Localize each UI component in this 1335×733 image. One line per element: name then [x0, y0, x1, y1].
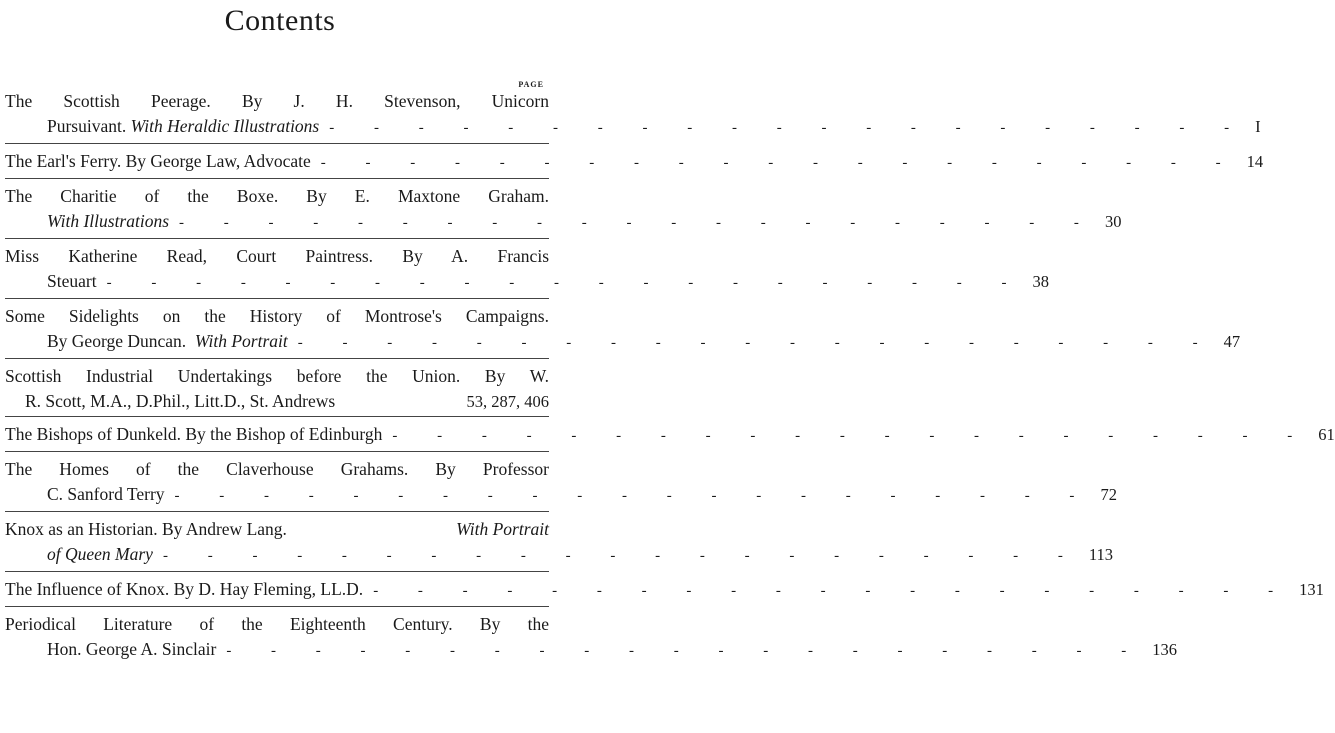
contents-entry [5, 184, 1122, 239]
page-number: 72 [1100, 485, 1117, 504]
entry-continuation [5, 269, 1049, 296]
contents-entry [5, 457, 1117, 512]
dot-leader: - - - - - - - - - - - - - - - - - - - - - [179, 215, 1097, 231]
entry-text: Steuart [47, 271, 97, 291]
entry-continuation [5, 482, 1117, 509]
entry-title [5, 149, 1264, 176]
page-number: 38 [1032, 272, 1049, 291]
entry-continuation [5, 329, 1241, 356]
dot-leader: - - - - - - - - - - - - - - - - - - - - - [329, 120, 1248, 136]
dot-leader: - - - - - - - - - - - - - - - - - - - - - [373, 583, 1292, 599]
dot-leader: - - - - - - - - - - - - - - - - - - - - - [392, 428, 1311, 444]
entry-title: Miss Katherine Read, Court Paintress. By A. Francis [5, 246, 549, 266]
entry-italic-text: With Portrait [194, 331, 288, 351]
entry-text: By George Duncan. [47, 331, 187, 351]
entry-title [5, 422, 1335, 449]
dot-leader: - - - - - - - - - - - - - - - - - - - - - [226, 643, 1145, 659]
contents-entry [5, 304, 1241, 359]
page-number: 136 [1152, 640, 1177, 659]
contents-entry [5, 422, 1335, 452]
dot-leader: - - - - - - - - - - - - - - - - - - - - - [162, 548, 1081, 564]
contents-entry [5, 612, 1177, 666]
page-number: 61 [1318, 425, 1335, 444]
entry-title: Periodical Literature of the Eighteenth Century. By the [5, 614, 549, 634]
dot-leader: - - - - - - - - - - - - - - - - - - - - - [174, 488, 1093, 504]
entry-italic-text: With Illustrations [47, 211, 170, 231]
contents-list [5, 89, 1335, 671]
entry-italic-text: With Heraldic Illustrations [130, 116, 320, 136]
entry-title: Scottish Industrial Undertakings before the Union. By W. [5, 366, 549, 386]
entry-text: The Influence of Knox. By D. Hay Fleming, LL.D. [5, 579, 364, 599]
page-number: 131 [1299, 580, 1324, 599]
page-column-label: PAGE [518, 80, 544, 89]
entry-continuation [5, 542, 1113, 569]
page-number: 53, 287, 406 [466, 392, 549, 411]
contents-entry [5, 364, 549, 417]
entry-italic-text: of Queen Mary [47, 544, 153, 564]
entry-title [5, 517, 549, 542]
contents-entry [5, 89, 1261, 144]
entry-text: C. Sanford Terry [47, 484, 165, 504]
contents-entry [5, 244, 1049, 299]
entry-continuation [5, 209, 1122, 236]
dot-leader: - - - - - - - - - - - - - - - - - - - - - [320, 155, 1239, 171]
entry-text: The Earl's Ferry. By George Law, Advocate [5, 151, 311, 171]
contents-entry [5, 577, 1324, 607]
entry-text: R. Scott, M.A., D.Phil., Litt.D., St. Andrews [25, 391, 336, 411]
entry-text: Knox as an Historian. By Andrew Lang. [5, 519, 287, 539]
entry-title: The Charitie of the Boxe. By E. Maxtone Graham. [5, 186, 549, 206]
entry-continuation [5, 114, 1261, 141]
entry-text: Hon. George A. Sinclair [47, 639, 217, 659]
page-number: 30 [1104, 212, 1122, 231]
page-number: 47 [1223, 332, 1241, 351]
entry-italic-text: With Portrait [456, 519, 549, 539]
entry-title: The Scottish Peerage. By J. H. Stevenson, Unicorn [5, 91, 549, 111]
entry-continuation [5, 637, 1177, 664]
contents-entry [5, 517, 1113, 572]
contents-entry [5, 149, 1264, 179]
entry-text: Pursuivant. [47, 116, 127, 136]
entry-title [5, 577, 1324, 604]
page-number: I [1255, 117, 1261, 136]
entry-title: Some Sidelights on the History of Montrose's Campaigns. [5, 306, 549, 326]
entry-continuation [5, 389, 549, 414]
dot-leader: - - - - - - - - - - - - - - - - - - - - - [297, 335, 1216, 351]
page-number: 14 [1246, 152, 1264, 171]
entry-text: The Bishops of Dunkeld. By the Bishop of Edinburgh [5, 424, 383, 444]
dot-leader: - - - - - - - - - - - - - - - - - - - - - [106, 275, 1025, 291]
page-title: Contents [224, 4, 336, 37]
entry-title: The Homes of the Claverhouse Grahams. By Professor [5, 459, 549, 479]
page-number: 113 [1088, 545, 1113, 564]
